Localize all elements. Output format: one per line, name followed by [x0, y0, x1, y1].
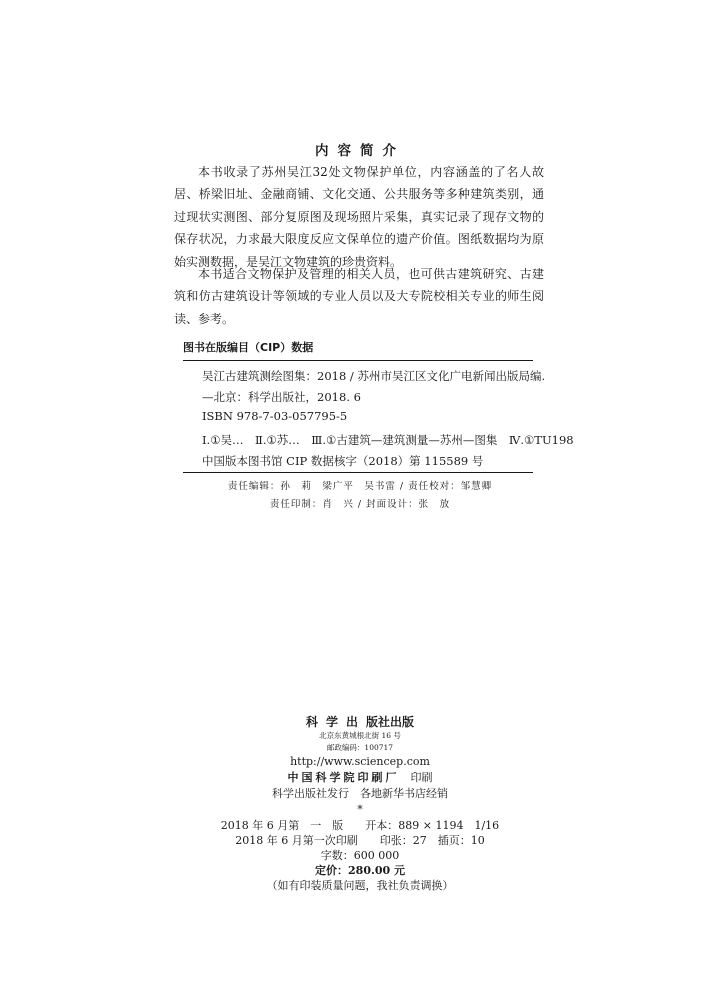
cip-record-number: 中国版本图书馆 CIP 数据核字（2018）第 115589 号: [202, 454, 484, 468]
word-count: 字数：600 000: [320, 849, 400, 862]
credits-editors: 责任编辑：孙 莉 梁广平 吴书雷 / 责任校对：邹慧卿: [227, 481, 493, 492]
distribution-line: 科学出版社发行 各地新华书店经销: [272, 787, 448, 800]
price: 定价：280.00 元: [315, 864, 405, 877]
cip-heading: 图书在版编目（CIP）数据: [183, 341, 314, 354]
cip-top-rule: [183, 360, 533, 361]
publisher-address: 北京东黄城根北街 16 号: [319, 731, 401, 740]
cip-bottom-rule: [183, 472, 533, 473]
content-summary-title: 内容简介: [315, 143, 405, 159]
cip-classification: Ⅰ.①吴… Ⅱ.①苏… Ⅲ.①古建筑—建筑测量—苏州—图集 Ⅳ.①TU198: [202, 433, 574, 447]
publisher-website: http://www.sciencep.com: [290, 755, 430, 768]
edition-line: 2018 年 6 月第 一 版 开本：889 × 1194 1/16: [220, 819, 500, 832]
printer-line: [0, 770, 720, 786]
cip-isbn: ISBN 978-7-03-057795-5: [202, 409, 348, 423]
quality-notice: （如有印装质量问题，我社负责调换）: [266, 879, 454, 892]
publisher-block: [0, 712, 720, 893]
publisher-postcode: 邮政编码：100717: [326, 743, 394, 752]
publisher-name-brush: 科学出: [305, 715, 366, 729]
cip-title-line: 吴江古建筑测绘图集：2018 / 苏州市吴江区文化广电新闻出版局编.: [202, 369, 546, 383]
publisher-name-tail: 版社出版: [366, 715, 415, 729]
publisher-name: [0, 712, 720, 730]
printing-line: 2018 年 6 月第一次印刷 印张：27 插页：10: [235, 834, 485, 847]
printer-suffix: 印刷: [410, 771, 433, 784]
separator-star: *: [357, 803, 363, 816]
summary-paragraph-2: 本书适合文物保护及管理的相关人员，也可供古建筑研究、古建筑和仿古建筑设计等领域的专业人员以及大专院校相关专业的师生阅读、参考。: [174, 267, 544, 326]
credits-production: 责任印制：肖 兴 / 封面设计：张 放: [269, 499, 451, 510]
summary-paragraph-1: 本书收录了苏州吴江32处文物保护单位，内容涵盖的了名人故居、桥梁旧址、金融商铺、文化交通、公共服务等多种建筑类别，通过现状实测图、部分复原图及现场照片采集，真实记录了现存文物的保存状况，力求最大限度反应文保单位的遗产价值。图纸数据均为原始实测数据，是吴江文物建筑的珍贵资料。: [174, 165, 544, 269]
printer-name: 中国科学院印刷厂: [287, 771, 400, 784]
cip-publisher-line: —北京：科学出版社，2018. 6: [202, 390, 361, 404]
